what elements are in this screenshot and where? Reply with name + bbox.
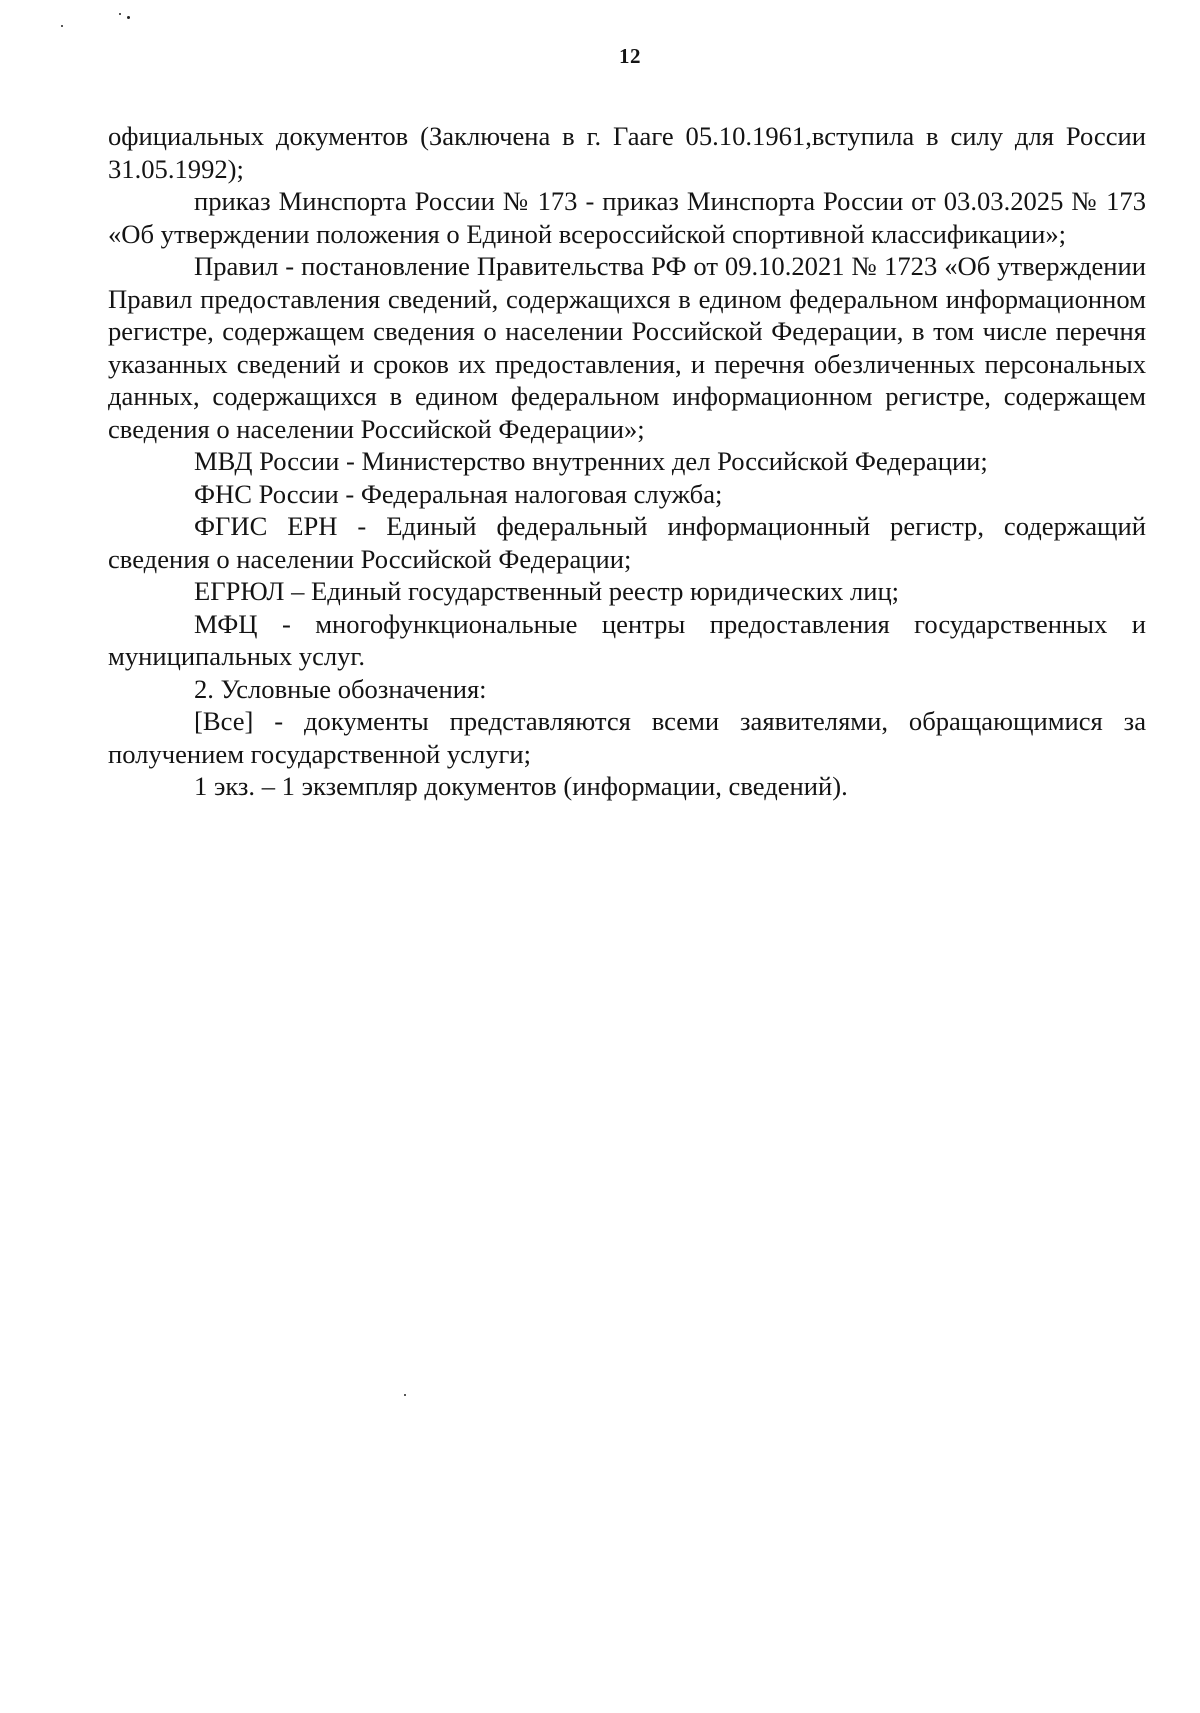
document-body xyxy=(108,120,1146,803)
paragraph-definition-egrul: ЕГРЮЛ – Единый государственный реестр юридических лиц; xyxy=(194,576,900,606)
paragraph-symbol-copy: 1 экз. – 1 экземпляр документов (информации, сведений). xyxy=(194,771,848,801)
scan-speck xyxy=(119,13,121,15)
paragraph-definition-fgis-ern: ФГИС ЕРН - Единый федеральный информационный регистр, содержащий сведения о населении Российской Федерации; xyxy=(108,511,1146,574)
paragraph-definition-fns: ФНС России - Федеральная налоговая служба; xyxy=(194,478,723,509)
paragraph-definition-mvd: МВД России - Министерство внутренних дел Российской Федерации; xyxy=(194,446,988,476)
scan-speck xyxy=(61,25,63,27)
section-heading-symbols: 2. Условные обозначения: xyxy=(194,673,487,704)
paragraph-symbol-all: [Все] - документы представляются всеми заявителями, обращающимися за получением государственной услуги; xyxy=(108,706,1146,769)
scan-speck xyxy=(127,16,130,19)
paragraph-definition-rules: Правил - постановление Правительства РФ от 09.10.2021 № 1723 «Об утверждении Правил предоставления сведений, содержащихся в едином федеральном информационном регистре, содержащем сведения о населении Российской Федерации, в том числе перечня указанных сведений и сроков их предоставления, и перечня обезличенных персональных данных, содержащихся в едином федеральном информационном регистре, содержащем сведения о населении Российской Федерации»; xyxy=(108,251,1146,444)
page-number: 12 xyxy=(619,44,641,68)
paragraph-continuation: официальных документов (Заключена в г. Гааге 05.10.1961,вступила в силу для России 31.05.1992); xyxy=(108,121,1146,184)
paragraph-definition-mfc: МФЦ - многофункциональные центры предоставления государственных и муниципальных услуг. xyxy=(108,608,1146,671)
paragraph-definition-minsport-order: приказ Минспорта России № 173 - приказ Минспорта России от 03.03.2025 № 173 «Об утверждении положения о Единой всероссийской спортивной классификации»; xyxy=(108,186,1146,249)
scan-speck xyxy=(404,1394,406,1396)
